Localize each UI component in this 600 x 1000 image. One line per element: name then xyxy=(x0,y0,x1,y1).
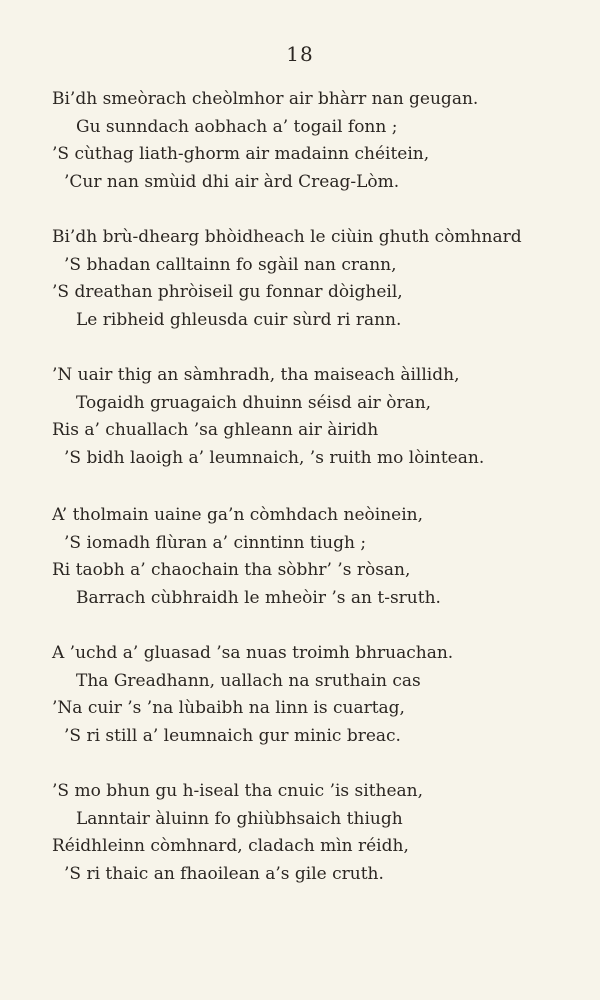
poem-line: ’S ri thaic an fhaoilean a’s gile cruth. xyxy=(64,863,384,884)
stanza xyxy=(0,86,600,196)
poem-line: ’Cur nan smùid dhi air àrd Creag-Lòm. xyxy=(64,171,400,192)
poem xyxy=(0,86,600,918)
poem-line: Bi’dh brù-dhearg bhòidheach le ciùin ghuth còmhnard xyxy=(52,227,522,247)
poem-line: Lanntair àluinn fo ghiùbhsaich thiugh xyxy=(76,808,403,829)
poem-line: Tha Greadhann, uallach na sruthain cas xyxy=(76,670,421,691)
poem-line: ’N uair thig an sàmhradh, tha maiseach àillidh, xyxy=(52,365,460,385)
poem-line: ’S bidh laoigh a’ leumnaich, ’s ruith mo lòintean. xyxy=(64,447,485,468)
stanza xyxy=(0,640,600,750)
page-number: 18 xyxy=(286,42,314,66)
poem-line: Ris a’ chuallach ’sa ghleann air àiridh xyxy=(52,420,379,440)
poem-line: Ri taobh a’ chaochain tha sòbhr’ ’s ròsan, xyxy=(52,560,411,580)
poem-line: Réidhleinn còmhnard, cladach mìn réidh, xyxy=(52,836,409,856)
stanza xyxy=(0,362,600,472)
poem-line: Togaidh gruagaich dhuinn séisd air òran, xyxy=(76,392,432,413)
poem-line: A ’uchd a’ gluasad ’sa nuas troimh bhruachan. xyxy=(52,643,454,663)
stanza xyxy=(0,224,600,334)
poem-line: Le ribheid ghleusda cuir sùrd ri rann. xyxy=(76,309,402,330)
poem-line: A’ tholmain uaine ga’n còmhdach neòinein, xyxy=(52,505,423,525)
poem-line: Barrach cùbhraidh le mheòir ’s an t-sruth. xyxy=(76,587,441,608)
poem-line: ’S mo bhun gu h-iseal tha cnuic ’is sithean, xyxy=(52,781,424,801)
stanza xyxy=(0,502,600,612)
poem-line: ’S cùthag liath-ghorm air madainn chéitein, xyxy=(52,144,430,164)
poem-line: ’Na cuir ’s ’na lùbaibh na linn is cuartag, xyxy=(52,698,405,718)
poem-line: ’S bhadan calltainn fo sgàil nan crann, xyxy=(64,254,397,275)
poem-line: ’S dreathan phròiseil gu fonnar dòigheil, xyxy=(52,282,403,302)
poem-line: ’S iomadh flùran a’ cinntinn tiugh ; xyxy=(64,532,367,553)
poem-line: ’S ri still a’ leumnaich gur minic breac. xyxy=(64,725,401,746)
poem-line: Bi’dh smeòrach cheòlmhor air bhàrr nan geugan. xyxy=(52,89,479,109)
stanza xyxy=(0,778,600,888)
poem-line: Gu sunndach aobhach a’ togail fonn ; xyxy=(76,116,398,137)
